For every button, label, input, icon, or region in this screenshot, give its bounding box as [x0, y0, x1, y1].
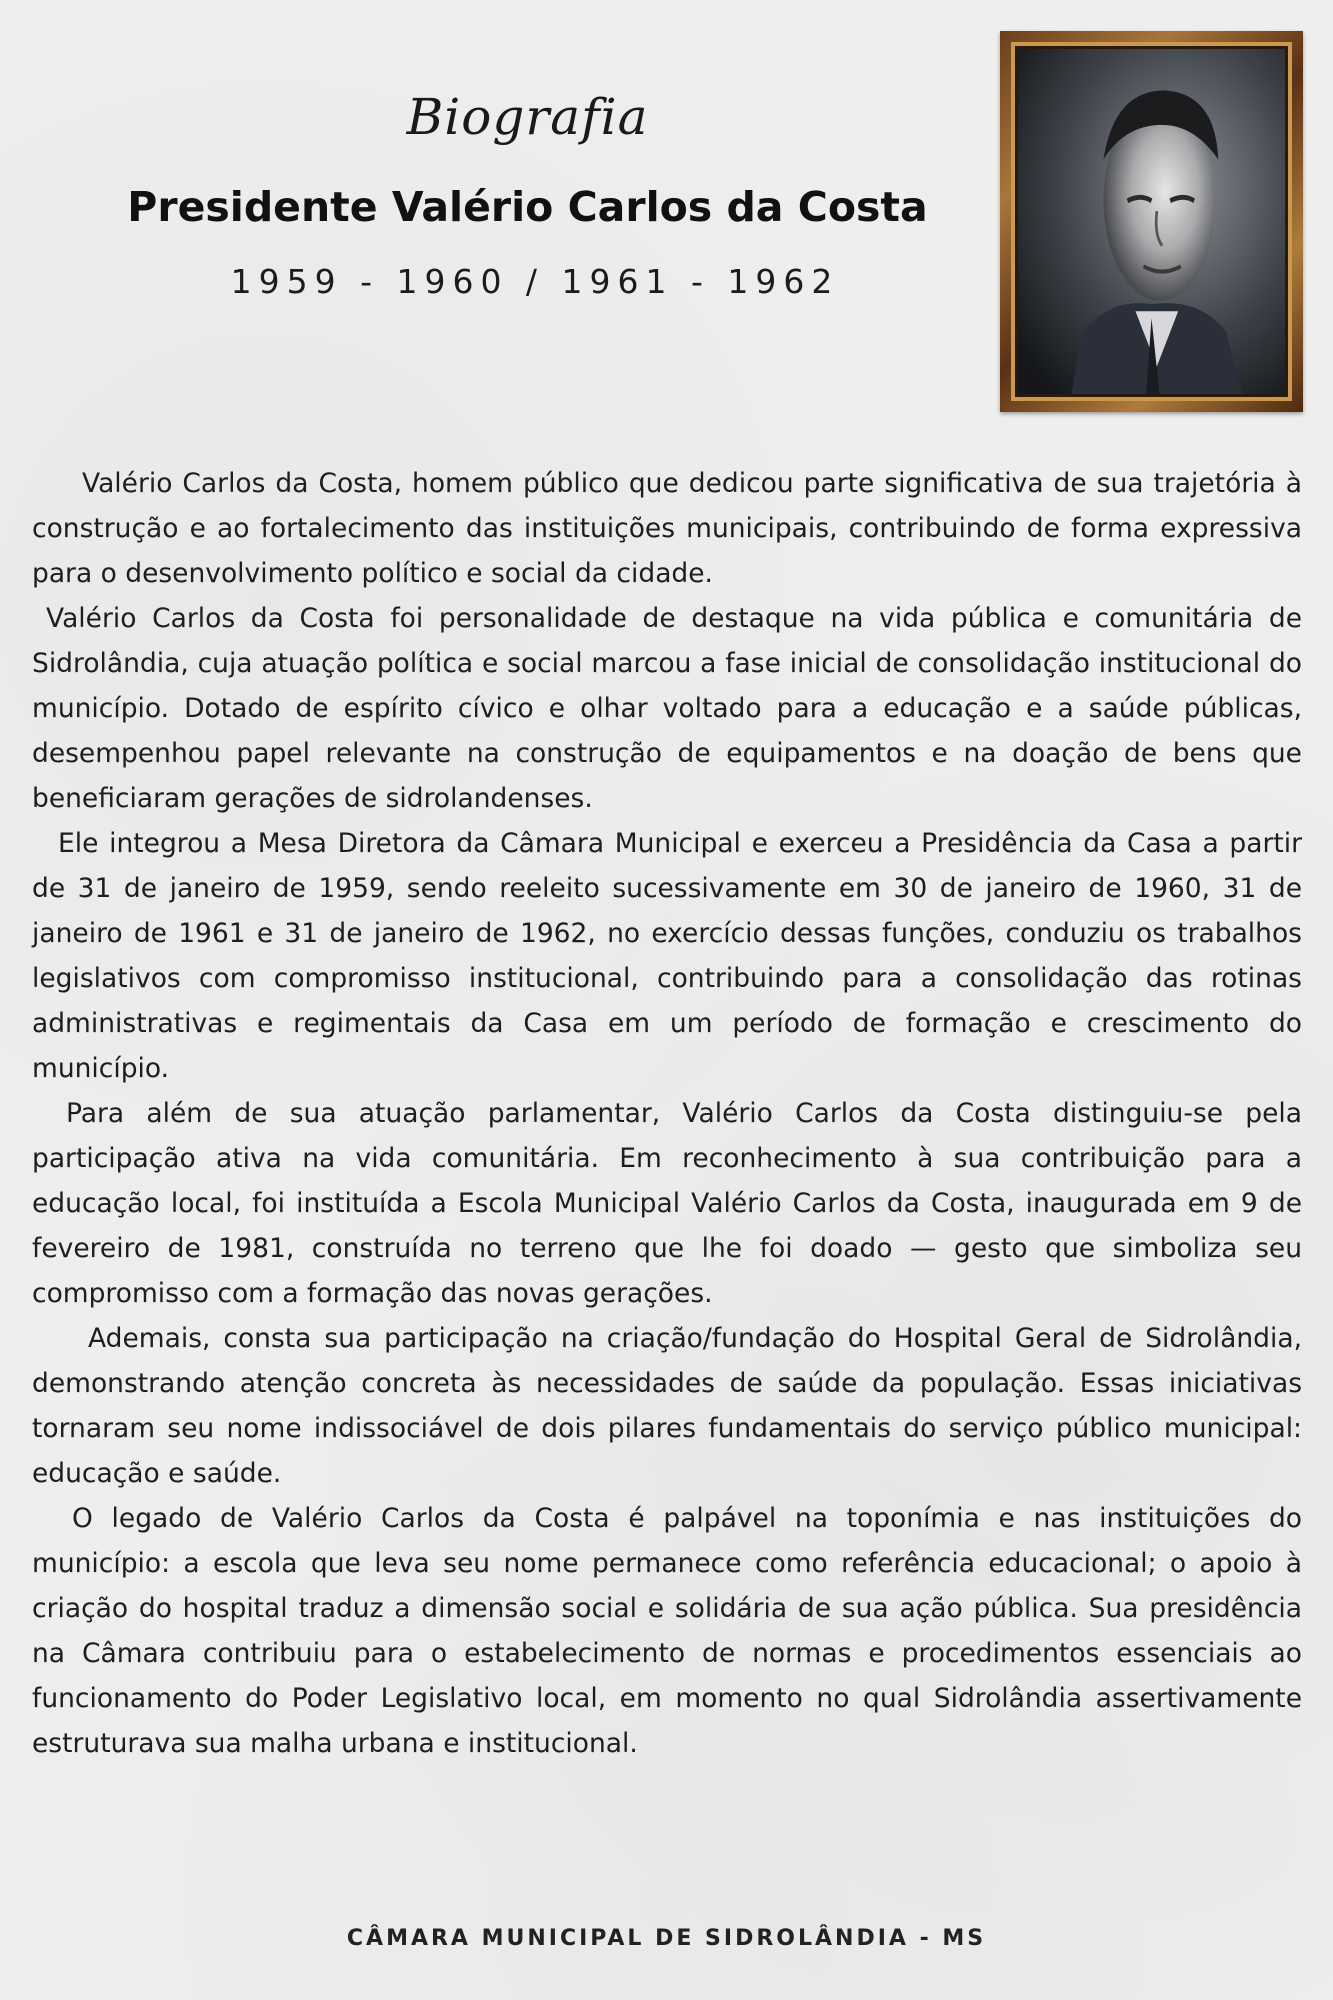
page-title: Presidente Valério Carlos da Costa [127, 183, 928, 231]
term-years: 1959 - 1960 / 1961 - 1962 [230, 262, 840, 301]
portrait-mat [1011, 42, 1292, 401]
bio-paragraph-1: Valério Carlos da Costa, homem público que dedicou parte significativa de sua trajetória à construção e ao fortalecimento das instituições municipais, contribuindo de forma expressiva para o desenvolvimento político e social da cidade. [32, 468, 1302, 589]
bio-paragraph-6: O legado de Valério Carlos da Costa é palpável na toponímia e nas instituições do município: a escola que leva seu nome permanece como referência educacional; o apoio à criação do hospital traduz a dimensão social e solidária de sua ação pública. Sua presidência na Câmara contribuiu para o estabelecimento de normas e procedimentos essenciais ao funcionamento do Poder Legislativo local, em momento no qual Sidrolândia assertivamente estruturava sua malha urbana e institucional. [32, 1503, 1302, 1759]
bio-paragraph-3: Ele integrou a Mesa Diretora da Câmara Municipal e exerceu a Presidência da Casa a partir de 31 de janeiro de 1959, sendo reeleito sucessivamente em 30 de janeiro de 1960, 31 de janeiro de 1961 e 31 de janeiro de 1962, no exercício dessas funções, conduziu os trabalhos legislativos com compromisso institucional, contribuindo para a consolidação das rotinas administrativas e regimentais da Casa em um período de formação e crescimento do município. [32, 828, 1302, 1084]
biography-label: Biografia [406, 88, 649, 146]
bio-paragraph-2: Valério Carlos da Costa foi personalidade de destaque na vida pública e comunitária de Sidrolândia, cuja atuação política e social marcou a fase inicial de consolidação institucional do município. Dotado de espírito cívico e olhar voltado para a educação e a saúde públicas, desempenhou papel relevante na construção de equipamentos e na doação de bens que beneficiaram gerações de sidrolandenses. [32, 603, 1302, 814]
portrait-frame [1000, 31, 1303, 412]
bio-paragraph-5: Ademais, consta sua participação na criação/fundação do Hospital Geral de Sidrolândia, demonstrando atenção concreta às necessidades de saúde da população. Essas iniciativas tornaram seu nome indissociável de dois pilares fundamentais do serviço público municipal: educação e saúde. [32, 1323, 1302, 1489]
bio-paragraph-4: Para além de sua atuação parlamentar, Valério Carlos da Costa distinguiu-se pela participação ativa na vida comunitária. Em reconhecimento à sua contribuição para a educação local, foi instituída a Escola Municipal Valério Carlos da Costa, inaugurada em 9 de fevereiro de 1981, construída no terreno que lhe foi doado — gesto que simboliza seu compromisso com a formação das novas gerações. [32, 1098, 1302, 1309]
footer-institution: CÂMARA MUNICIPAL DE SIDROLÂNDIA - MS [346, 1926, 987, 1951]
biography-text [32, 461, 1302, 1766]
portrait-photo-icon [1018, 49, 1285, 394]
